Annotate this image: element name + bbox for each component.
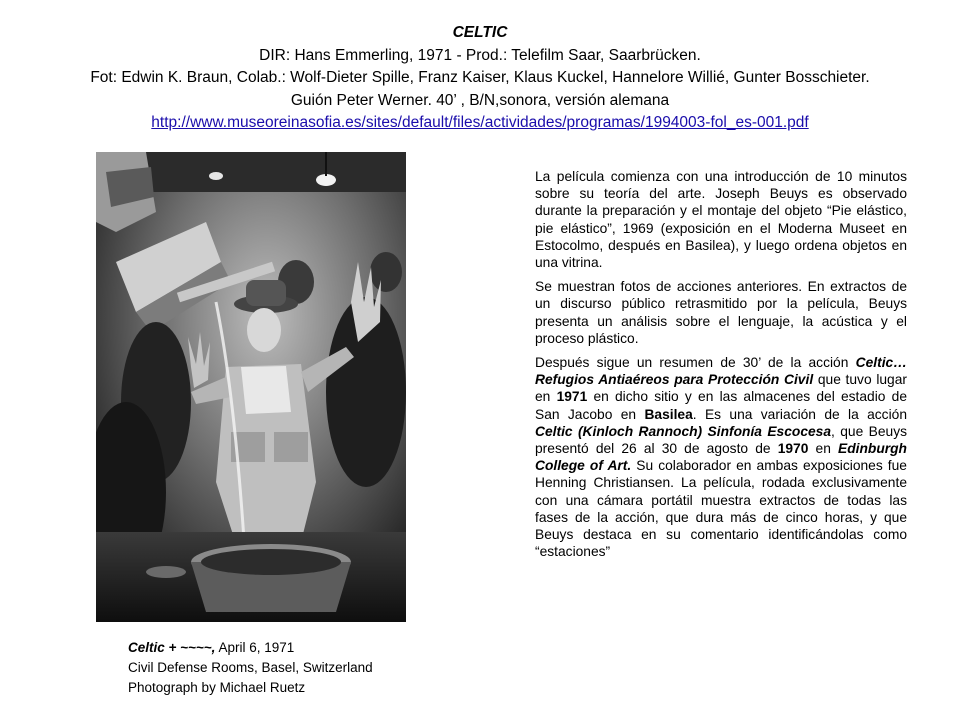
photo-caption	[128, 638, 448, 698]
credits-line-2: Fot: Edwin K. Braun, Colab.: Wolf-Dieter Spille, Franz Kaiser, Klaus Kuckel, Hannelore Willié, Gunter Bosschieter.	[90, 69, 870, 86]
paragraph-2: Se muestran fotos de acciones anteriores. En extractos de un discurso público retrasmitido por la película, Beuys presenta un análisis sobre el lenguaje, la acústica y el proceso plástico.	[535, 279, 907, 346]
credits-line-3: Guión Peter Werner. 40’ , B/N,sonora, versión alemana	[290, 91, 670, 109]
paragraph-1: La película comienza con una introducción de 10 minutos sobre su teoría del arte. Joseph Beuys es observado durante la preparación y el montaje del objeto “Pie elástico, pie elástico”, 1969 (exposición en el Moderna Museet en Estocolmo, después en Basilea), y luego ordena objetos en una vitrina.	[535, 169, 907, 271]
caption-title: Celtic + ~~~~,	[128, 640, 216, 655]
source-link[interactable]: http://www.museoreinasofia.es/sites/default/files/actividades/programas/1994003-fol_es-001.pdf	[151, 114, 809, 131]
credits-line-1: DIR: Hans Emmerling, 1971 - Prod.: Telefilm Saar, Saarbrücken.	[259, 46, 701, 64]
description-text	[535, 168, 907, 567]
header	[40, 22, 920, 135]
caption-date: April 6, 1971	[215, 640, 295, 655]
performance-photo	[96, 152, 406, 622]
paragraph-3: Después sigue un resumen de 30’ de la acción Celtic… Refugios Antiaéreos para Protección Civil que tuvo lugar en 1971 en dicho sitio y en las almacenes del estadio de San Jacobo en Basilea. Es una variación de la acción Celtic (Kinloch Rannoch) Sinfonía Escocesa, que Beuys presentó del 26 al 30 de agosto de 1970 en Edinburgh College of Art. Su colaborador en ambas exposiciones fue Henning Christiansen. La película, rodada exclusivamente con una cámara portátil muestra extractos de todas las fases de la acción, que dura más de cinco horas, y que Beuys destaca en su comentario identificándolas como “estaciones”	[535, 355, 907, 560]
film-title: CELTIC	[452, 24, 508, 41]
caption-place: Civil Defense Rooms, Basel, Switzerland	[128, 660, 373, 675]
caption-credit: Photograph by Michael Ruetz	[128, 680, 306, 695]
